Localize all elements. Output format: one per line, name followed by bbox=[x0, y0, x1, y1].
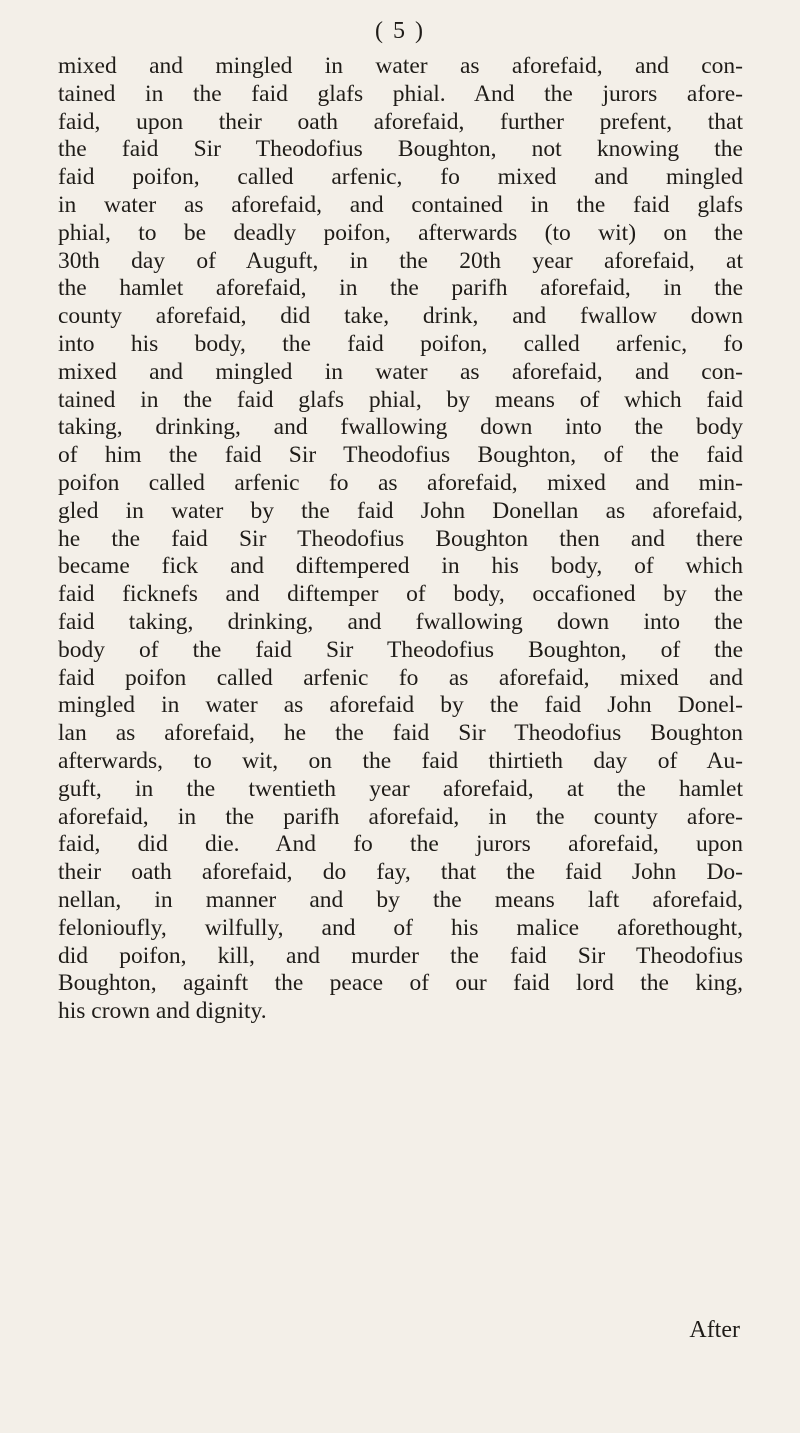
text-line: Boughton, againft the peace of our faid lord the king, bbox=[58, 970, 743, 997]
text-line: poifon called arfenic fo as aforefaid, mixed and min- bbox=[58, 469, 743, 496]
text-line: faid ficknefs and diftemper of body, occafioned by the bbox=[58, 581, 743, 608]
text-line: felonioufly, wilfully, and of his malice aforethought, bbox=[58, 914, 743, 941]
text-line: their oath aforefaid, do fay, that the faid John Do- bbox=[58, 859, 743, 886]
catchword: After bbox=[689, 1317, 740, 1343]
text-line: became fick and diftempered in his body, of which bbox=[58, 553, 743, 580]
text-line: tained in the faid glafs phial, by means of which faid bbox=[58, 386, 743, 413]
text-line: faid poifon, called arfenic, fo mixed and mingled bbox=[58, 164, 743, 191]
text-line: 30th day of Auguft, in the 20th year aforefaid, at bbox=[58, 247, 743, 274]
text-line: the faid Sir Theodofius Boughton, not knowing the bbox=[58, 136, 743, 163]
text-line: body of the faid Sir Theodofius Boughton, of the bbox=[58, 636, 743, 663]
text-line: in water as aforefaid, and contained in the faid glafs bbox=[58, 191, 743, 218]
text-line: the hamlet aforefaid, in the parifh aforefaid, in the bbox=[58, 275, 743, 302]
text-line: mixed and mingled in water as aforefaid, and con- bbox=[58, 53, 743, 79]
text-line: taking, drinking, and fwallowing down into the body bbox=[58, 414, 743, 441]
page-number: ( 5 ) bbox=[375, 18, 425, 44]
text-line: did poifon, kill, and murder the faid Sir Theodofius bbox=[58, 942, 743, 969]
text-line: mingled in water as aforefaid by the faid John Donel- bbox=[58, 692, 743, 719]
text-line: faid, upon their oath aforefaid, further prefent, that bbox=[58, 108, 743, 135]
text-line: lan as aforefaid, he the faid Sir Theodofius Boughton bbox=[58, 720, 743, 747]
text-line: faid poifon called arfenic fo as aforefaid, mixed and bbox=[58, 664, 743, 691]
text-line: he the faid Sir Theodofius Boughton then and there bbox=[58, 525, 743, 552]
text-line: county aforefaid, did take, drink, and fwallow down bbox=[58, 303, 743, 330]
text-line: nellan, in manner and by the means laft aforefaid, bbox=[58, 886, 743, 913]
text-line: faid, did die. And fo the jurors aforefaid, upon bbox=[58, 831, 743, 858]
text-line: aforefaid, in the parifh aforefaid, in the county afore- bbox=[58, 803, 743, 830]
text-line: tained in the faid glafs phial. And the jurors afore- bbox=[58, 80, 743, 107]
text-line: into his body, the faid poifon, called arfenic, fo bbox=[58, 330, 743, 357]
text-line: mixed and mingled in water as aforefaid, and con- bbox=[58, 358, 743, 385]
text-line: of him the faid Sir Theodofius Boughton, of the faid bbox=[58, 442, 743, 469]
text-line: his crown and dignity. bbox=[58, 998, 267, 1025]
text-line: guft, in the twentieth year aforefaid, at the hamlet bbox=[58, 775, 743, 802]
body-text bbox=[58, 53, 743, 1026]
text-line: afterwards, to wit, on the faid thirtieth day of Au- bbox=[58, 747, 743, 774]
text-line: faid taking, drinking, and fwallowing down into the bbox=[58, 608, 743, 635]
text-line: gled in water by the faid John Donellan as aforefaid, bbox=[58, 497, 743, 524]
text-line: phial, to be deadly poifon, afterwards (to wit) on the bbox=[58, 219, 743, 246]
